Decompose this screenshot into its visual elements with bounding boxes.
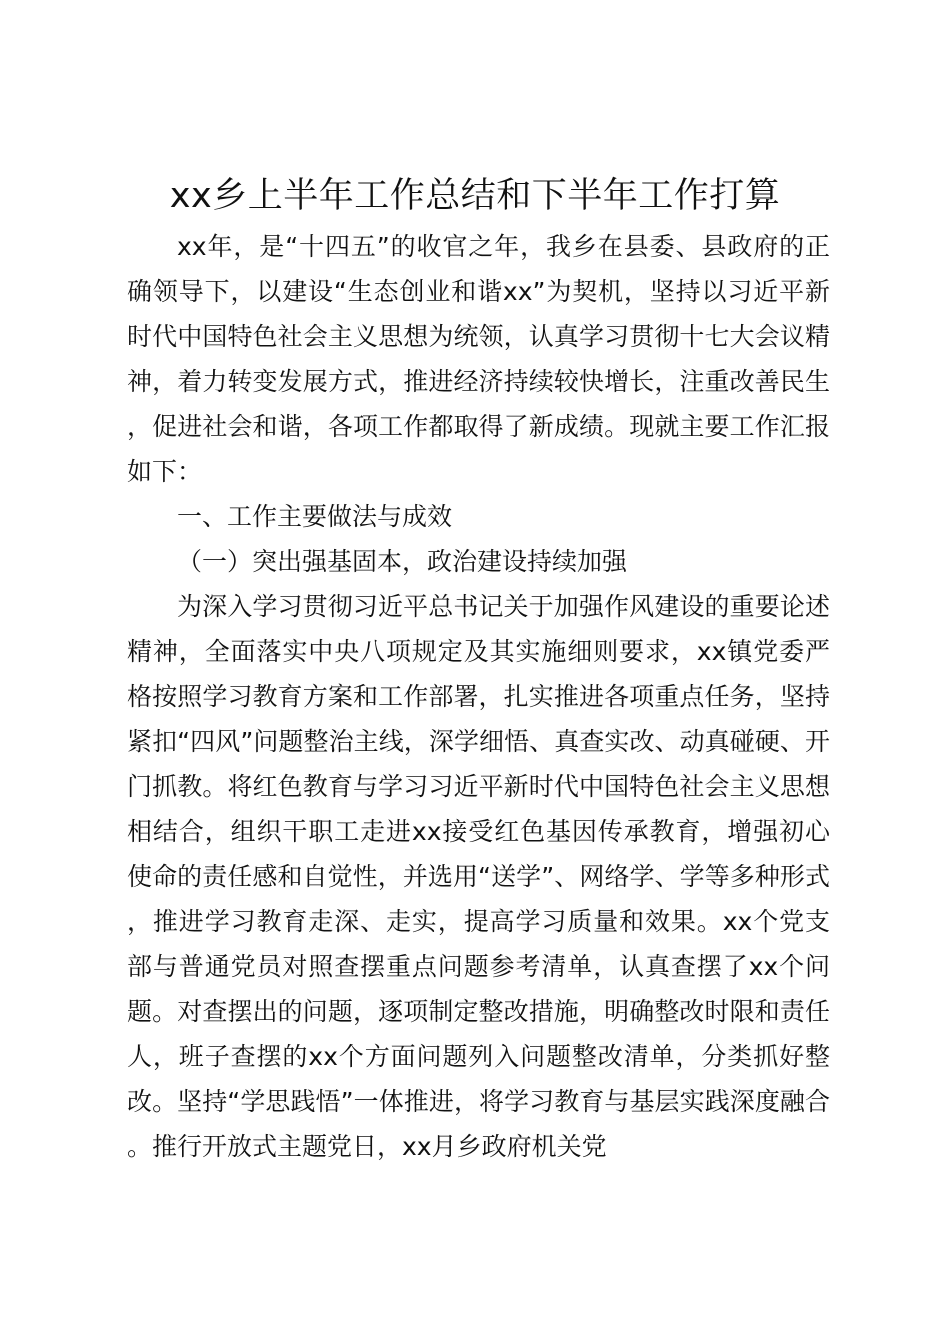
subsection-heading: （一）突出强基固本，政治建设持续加强: [177, 547, 628, 576]
section-heading: 一、工作主要做法与成效: [177, 502, 453, 531]
body-paragraph: 为深入学习贯彻习近平总书记关于加强作风建设的重要论述精神，全面落实中央八项规定及其实施细则要求，xx镇党委严格按照学习教育方案和工作部署，扎实推进各项重点任务，坚持紧扣“四风”问题整治主线，深学细悟、真查实改、动真碰硬、开门抓教。将红色教育与学习习近平新时代中国特色社会主义思想相结合，组织干职工走进xx接受红色基因传承教育，增强初心使命的责任感和自觉性，并选用“送学”、网络学、学等多种形式，推进学习教育走深、走实，提高学习质量和效果。xx个党支部与普通党员对照查摆重点问题参考清单，认真查摆了xx个问题。对查摆出的问题，逐项制定整改措施，明确整改时限和责任人，班子查摆的xx个方面问题列入问题整改清单，分类抓好整改。坚持“学思践悟”一体推进，将学习教育与基层实践深度融合。推行开放式主题党日，xx月乡政府机关党: [127, 592, 830, 1161]
document-title: xx乡上半年工作总结和下半年工作打算: [169, 176, 781, 216]
document-body: [127, 224, 830, 1169]
intro-paragraph: xx年，是“十四五”的收官之年，我乡在县委、县政府的正确领导下，以建设“生态创业和谐xx”为契机，坚持以习近平新时代中国特色社会主义思想为统领，认真学习贯彻十七大会议精神，着力转变发展方式，推进经济持续较快增长，注重改善民生，促进社会和谐，各项工作都取得了新成绩。现就主要工作汇报如下：: [127, 232, 830, 486]
